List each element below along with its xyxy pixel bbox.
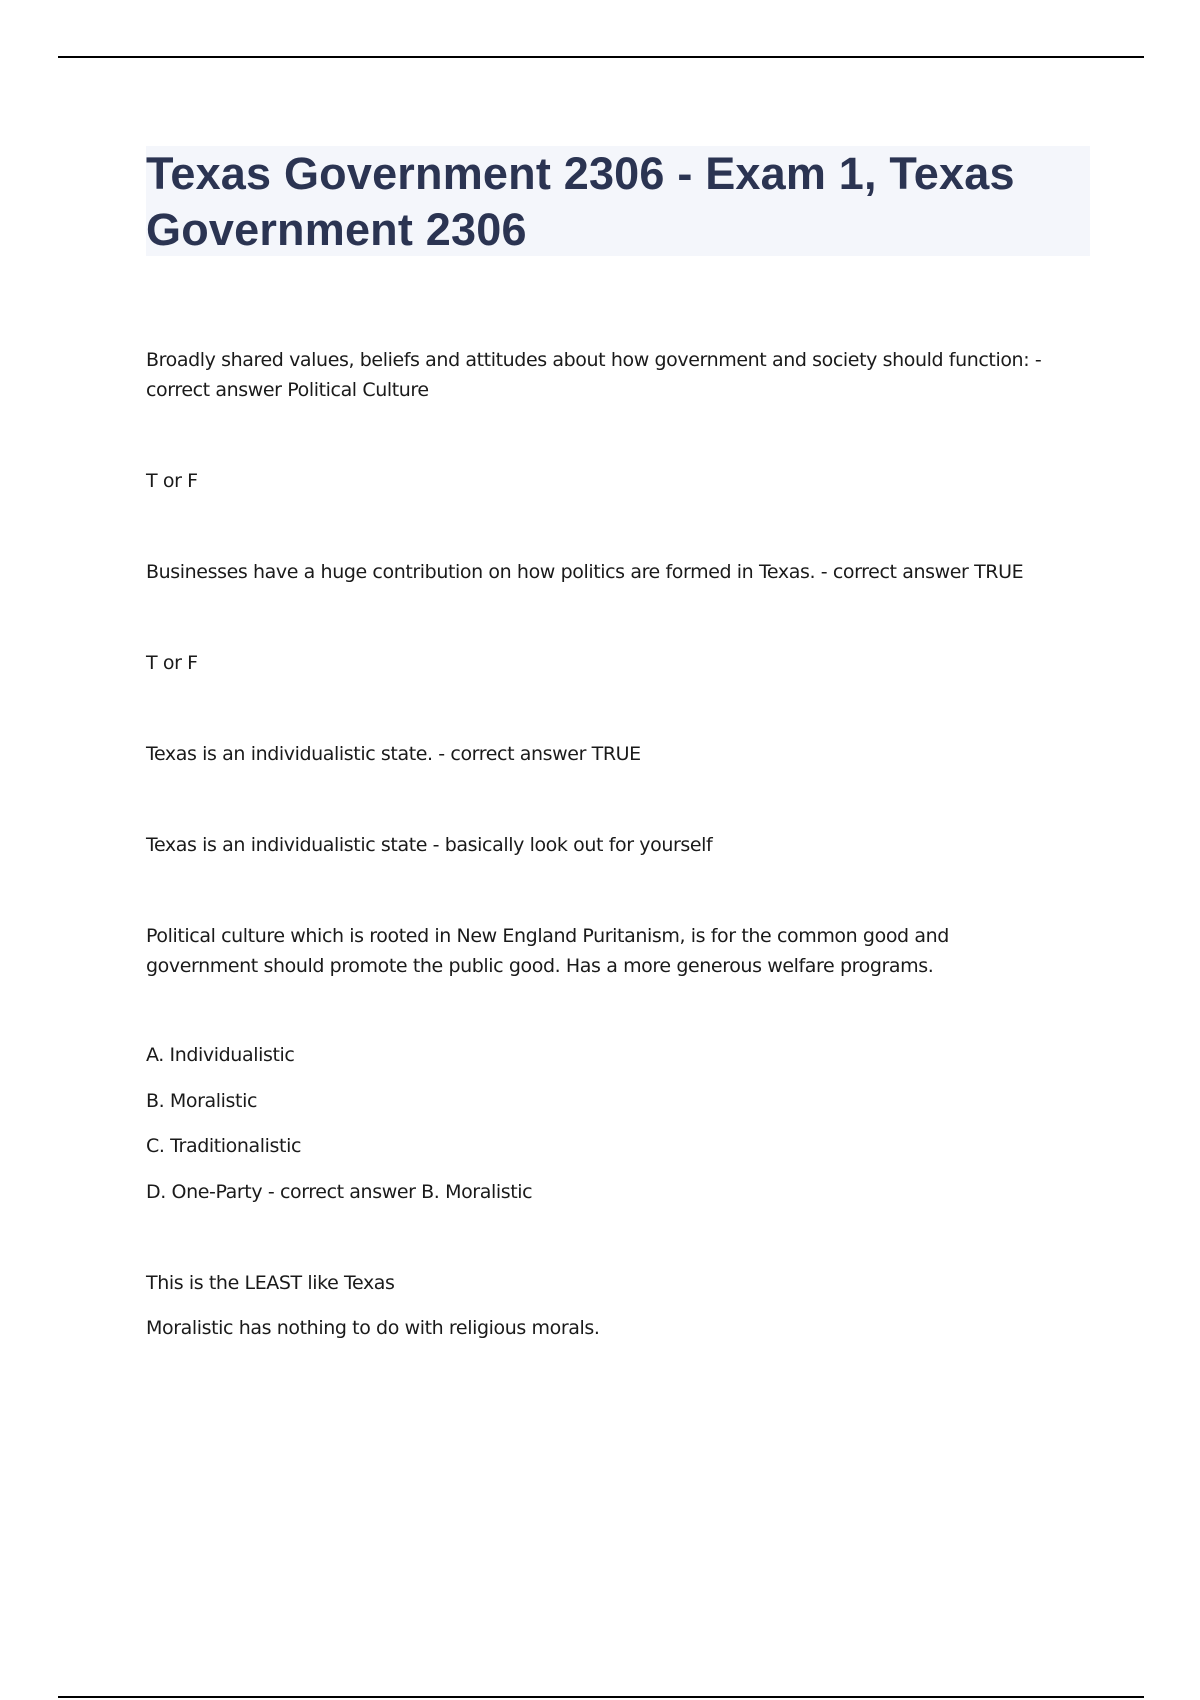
paragraph-moralistic-question: Political culture which is rooted in New England Puritanism, is for the common good and government should promote the public good. Has a more generous welfare programs. [146, 925, 949, 977]
paragraph-least-like-texas: This is the LEAST like Texas [146, 1272, 395, 1294]
paragraph-t-or-f-1: T or F [146, 470, 198, 492]
option-d: D. One-Party - correct answer B. Moralistic [146, 1181, 533, 1203]
paragraph-religious-morals: Moralistic has nothing to do with religious morals. [146, 1317, 600, 1339]
top-rule [58, 56, 1144, 58]
bottom-rule [58, 1696, 1144, 1698]
paragraph-individualistic-state: Texas is an individualistic state. - correct answer TRUE [146, 743, 641, 765]
paragraph-political-culture: Broadly shared values, beliefs and attitudes about how government and society should function: - correct answer Political Culture [146, 349, 1042, 401]
paragraph-businesses: Businesses have a huge contribution on how politics are formed in Texas. - correct answer TRUE [146, 561, 1024, 583]
option-a: A. Individualistic [146, 1044, 295, 1066]
document-title: Texas Government 2306 - Exam 1, Texas Government 2306 [146, 148, 1015, 255]
paragraph-look-out: Texas is an individualistic state - basically look out for yourself [146, 834, 713, 856]
paragraph-t-or-f-2: T or F [146, 652, 198, 674]
option-b: B. Moralistic [146, 1090, 258, 1112]
option-c: C. Traditionalistic [146, 1135, 302, 1157]
